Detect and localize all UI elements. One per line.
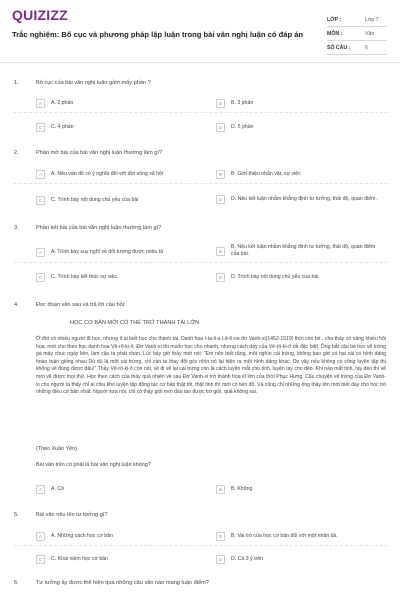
option-letter-box: C [36, 273, 45, 282]
question-text: Đọc đoạn văn sau và trả lời câu hỏi: [36, 302, 126, 308]
meta-row-class [327, 13, 387, 27]
option-letter-box: B [216, 532, 225, 541]
meta-row-count [327, 41, 387, 55]
option-letter-box: A [36, 99, 45, 108]
option-letter-box: A [36, 170, 45, 179]
option-text: B. 3 phần [231, 99, 254, 106]
question-text: Phần mở bài của bài văn nghị luận thường làm gì? [36, 150, 163, 156]
question-text: Phần kết bài của bài văn nghị luận thường làm gì? [36, 225, 162, 231]
option-b[interactable] [216, 167, 392, 181]
question-2 [14, 150, 388, 214]
meta-row-subject [327, 27, 387, 41]
question-text: Bài văn nêu lên tư tưởng gì? [36, 512, 108, 518]
option-c[interactable] [36, 120, 214, 134]
question-6 [14, 580, 388, 592]
option-letter-box: C [36, 123, 45, 132]
passage-title: HỌC CƠ BẢN MỚI CÓ THỂ TRỞ THÀNH TÀI LỚN [70, 320, 200, 326]
quizizz-logo [12, 8, 68, 22]
option-a[interactable] [36, 529, 214, 543]
option-d[interactable] [216, 188, 392, 210]
option-divider [14, 112, 388, 113]
option-letter-box: B [216, 170, 225, 179]
option-letter-box: A [36, 532, 45, 541]
option-text: C. 4 phần [51, 123, 74, 130]
option-divider [14, 183, 388, 184]
passage-text: Ở đời có nhiều người đi học, nhưng ít ai biết học cho thành tài. Danh họa I-ta-li-a Lê-ô-na đơ Vanh-xi(1452-1519) thời còn bé , cha thấy có năng khiếu hội họa, mới cho theo học danh họa Vê-rô-ki-ô. Đơ Vanh-xi thì muốn học cho nhanh, nhưng cách dạy của Vê-rô-ki-ô rất đặc biệt. Ông bắt cậu bé học vẽ trứng gà mấy chục ngày liền, làm cậu ta phát chán. Lúc bấy giờ thầy mới nói: "Em nên biết rằng, một nghìn cái trứng, không bao giờ có hai cái có hình dáng hoàn toàn giống nhau Dù dù là một cái trứng, chỉ cần ta thay đổi góc nhìn nó lại hiện ra một hình dáng khác. Do vậy nếu không có công luyện tập thì không vẽ đúng được đâu!".Thầy Vê-rô-ki-ô còn nói, về đi vẽ lại cái trứng còn là cách luyện mắt cho tinh, luyện tay cho dẻo. Khi nào mắt tinh, tay dẻo thì vẽ mới vẽ được mọi thứ. Học theo cách của thầy quả nhiên về sau Đơ Vanh-xi trở thành họa sĩ lớn của thời Phục Hưng. Câu chuyện vẽ trứng của Đơ Vanh-xi cho người ta thấy chỉ ai chịu khó luyện tập động tác cơ bản thật tốt, thật tinh thì mới có tiền đồ. Và cũng chỉ những ông thầy lớn mới biết dạy cho học trò những điều cơ bản nhất. Người xưa nói, chỉ có thầy giỏi mới đào tạo được trò giỏi, quả không sai. [36, 336, 386, 396]
option-text: A. Nêu vấn đề có ý nghĩa đối với đời sống xã hội [51, 170, 164, 177]
meta-value: 6 [365, 44, 368, 51]
option-letter-box: D [216, 123, 225, 132]
meta-value: Văn [365, 30, 375, 37]
option-letter-box: A [36, 248, 45, 257]
option-d[interactable] [216, 552, 392, 566]
option-b[interactable] [216, 482, 392, 496]
option-a[interactable] [36, 167, 214, 181]
question-number: 2. [14, 150, 19, 156]
option-text: B. Không [231, 485, 253, 492]
meta-value: Lớp 7 [365, 16, 379, 23]
question-number: 6. [14, 580, 19, 586]
option-c[interactable] [36, 193, 214, 207]
page-title: Trắc nghiệm: Bố cục và phương pháp lập luận trong bài văn nghị luận có đáp án [12, 30, 304, 39]
option-c[interactable] [36, 552, 214, 566]
option-letter-box: D [216, 195, 225, 204]
option-text: A. Có [51, 485, 64, 492]
option-text: D. 5 phần [231, 123, 254, 130]
question-text: Tư tưởng ấy được thể hiện qua những câu văn nào mang luận điểm? [36, 580, 209, 586]
option-text: C. Khái niệm học cơ bản [51, 555, 109, 562]
option-b[interactable] [216, 240, 392, 262]
option-a[interactable] [36, 482, 214, 496]
option-letter-box: C [36, 196, 45, 205]
question-1 [14, 80, 388, 140]
option-d[interactable] [216, 270, 392, 284]
option-text: C. Trình bày nội dung chủ yếu của bài [51, 196, 139, 203]
option-letter-box: B [216, 247, 225, 256]
option-text: B. Nêu kết luận nhằm khẳng định tư tưởng, thái độ, quan điểm của bài. [231, 244, 376, 257]
option-text: C. Trình bày kết thúc sự việc. [51, 273, 119, 280]
option-text: A. 2 phần [51, 99, 74, 106]
option-divider [14, 262, 388, 263]
option-a[interactable] [36, 96, 214, 110]
sub-question: Bài văn trên có phải là bài văn nghị luận không? [36, 462, 151, 468]
option-c[interactable] [36, 270, 214, 284]
meta-key: MÔN : [327, 30, 343, 37]
question-number: 3. [14, 225, 19, 231]
option-a[interactable] [36, 245, 214, 259]
page-header [0, 0, 400, 62]
meta-key: LỚP : [327, 16, 342, 23]
question-3 [14, 225, 388, 289]
option-text: A. Những cách học cơ bản [51, 532, 113, 539]
option-letter-box: B [216, 485, 225, 494]
option-b[interactable] [216, 529, 392, 543]
option-text: B. Vai trò của học cơ bản đối với một nhân tài. [231, 532, 338, 539]
option-letter-box: A [36, 485, 45, 494]
option-divider [14, 545, 388, 546]
question-text: Bố cục của bài văn nghị luận gồm mấy phần ? [36, 80, 151, 86]
meta-key: SỐ CÂU : [327, 44, 351, 51]
question-4 [14, 302, 388, 502]
option-text: D. Trình bày nội dung chủ yếu của bài. [231, 273, 320, 280]
option-text: D. Nêu kết luận nhằm khẳng định tư tưởng, thái độ, quan điểm. [231, 195, 377, 202]
passage-source: (Theo Xuân Yên) [36, 446, 77, 452]
header-divider [0, 62, 400, 63]
option-text: B. Giới thiệu nhân vật, sự việc [231, 170, 301, 177]
option-letter-box: D [216, 555, 225, 564]
question-number: 4. [14, 302, 19, 308]
option-text: D. Cả 3 ý trên [231, 555, 264, 562]
option-letter-box: D [216, 273, 225, 282]
option-d[interactable] [216, 120, 392, 134]
option-letter-box: B [216, 99, 225, 108]
option-text: A. Trình bày suy nghĩ về đối tượng được miêu tả [51, 248, 164, 255]
question-5 [14, 512, 388, 572]
question-number: 1. [14, 80, 19, 86]
option-b[interactable] [216, 96, 392, 110]
logo-text: QUIZIZZ [12, 7, 68, 23]
option-letter-box: C [36, 555, 45, 564]
question-number: 5. [14, 512, 19, 518]
meta-table [327, 13, 387, 55]
